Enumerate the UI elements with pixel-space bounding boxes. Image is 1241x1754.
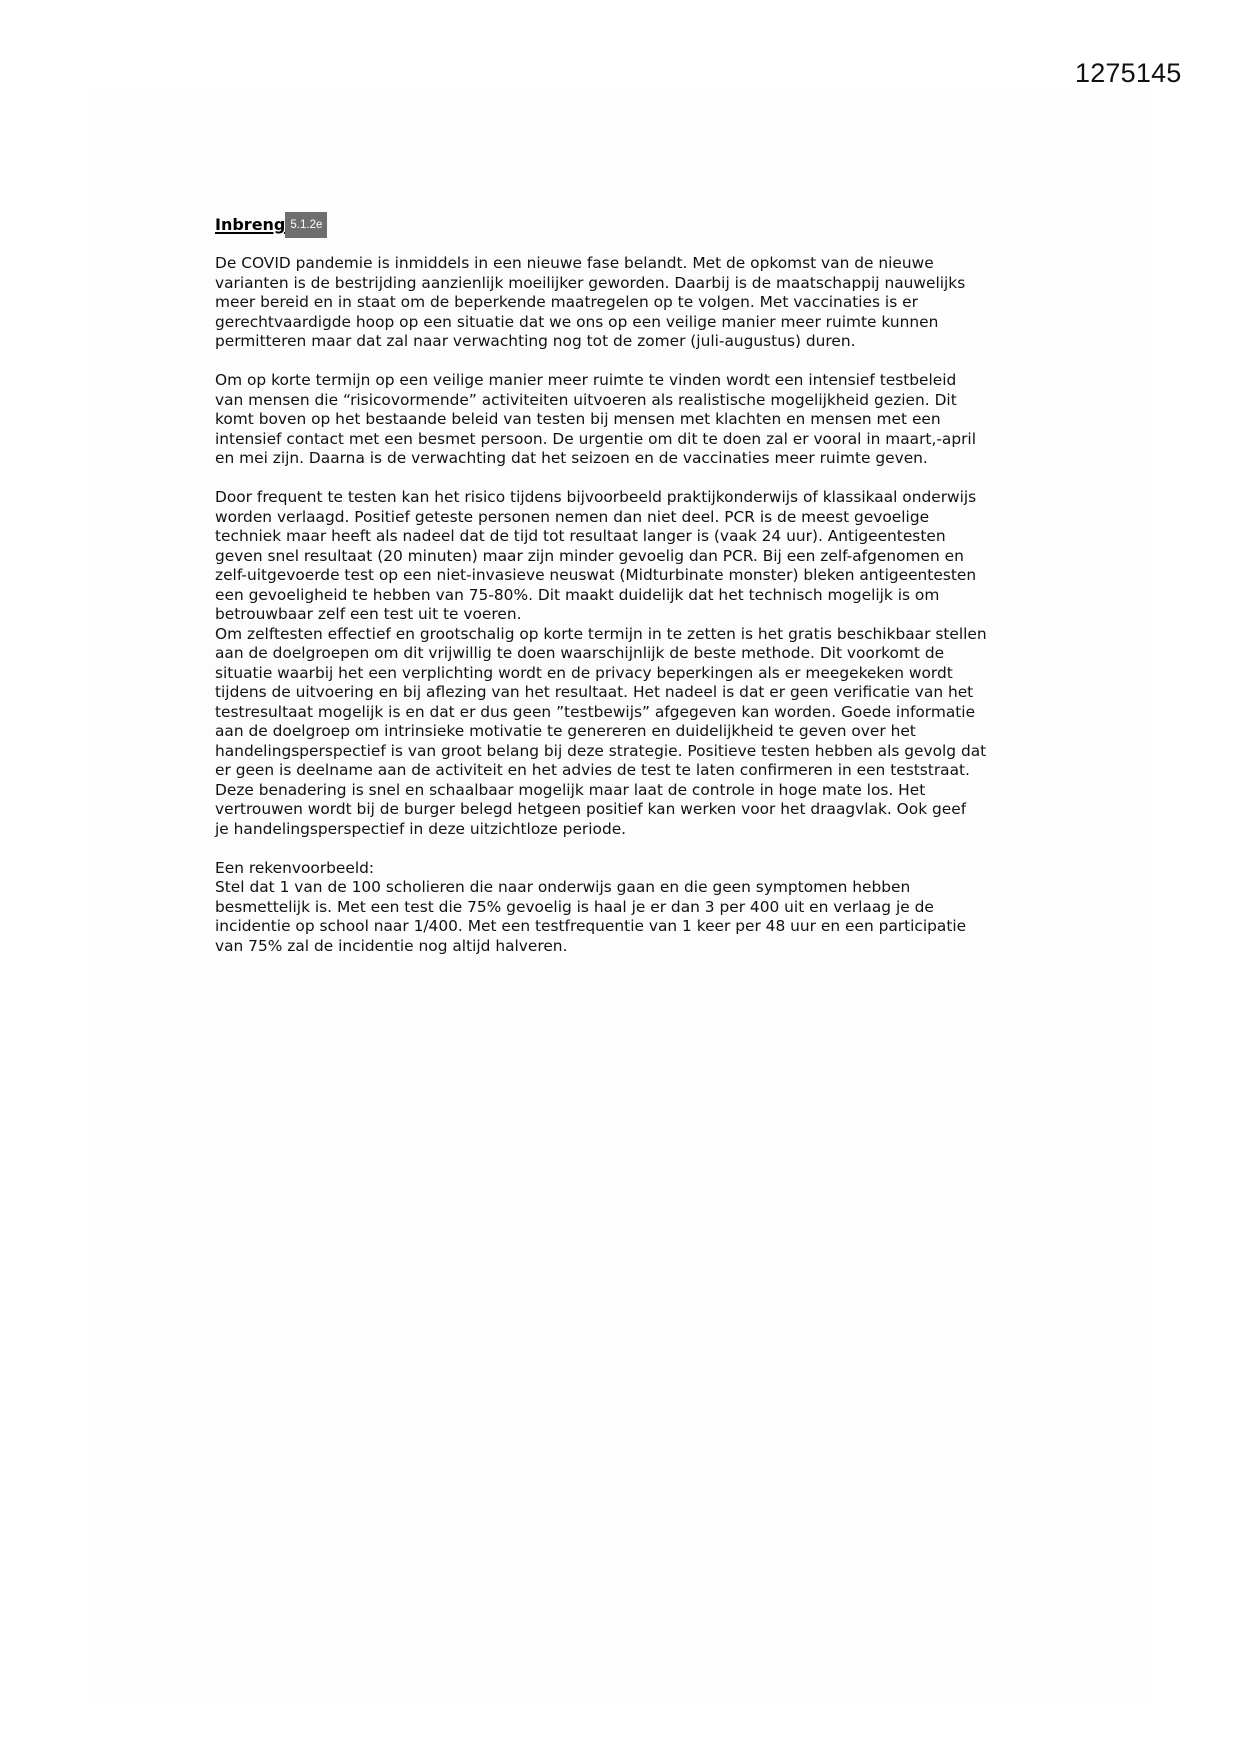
text-line: vertrouwen wordt bij de burger belegd hetgeen positief kan werken voor het draagvlak. Ook geef [215,800,967,818]
text-line: intensief contact met een besmet persoon. De urgentie om dit te doen zal er vooral in maart,-april [215,429,976,448]
text-line: gerechtvaardigde hoop op een situatie dat we ons op een veilige manier meer ruimte kunnen [215,312,939,331]
document-body [215,212,1055,976]
text-line: en mei zijn. Daarna is de verwachting dat het seizoen en de vaccinaties meer ruimte geven. [215,449,928,467]
text-line: een gevoeligheid te hebben van 75-80%. Dit maakt duidelijk dat het technisch mogelijk is om [215,585,940,604]
text-line: De COVID pandemie is inmiddels in een nieuwe fase belandt. Met de opkomst van de nieuwe [215,254,934,272]
text-line: Deze benadering is snel en schaalbaar mogelijk maar laat de controle in hoge mate los. Het [215,780,926,799]
redaction-tag: 5.1.2e [285,212,327,238]
text-line: Om zelftesten effectief en grootschalig op korte termijn in te zetten is het gratis beschikbaar stellen [215,624,987,643]
text-line: varianten is de bestrijding aanzienlijk moeilijker geworden. Daarbij is de maatschappij nauwelijks [215,273,966,292]
text-line: je handelingsperspectief in deze uitzichtloze periode. [215,819,627,838]
text-line: er geen is deelname aan de activiteit en het advies de test te laten confirmeren in een teststraat. [215,761,970,779]
text-line: tijdens de uitvoering en bij aflezing van het resultaat. Het nadeel is dat er geen verificatie van het [215,683,974,701]
text-line: Om op korte termijn op een veilige manier meer ruimte te vinden wordt een intensief testbeleid [215,371,957,389]
document-number: 1275145 [1075,58,1182,88]
paragraph-testbeleid [215,371,1055,469]
heading-row [215,212,1055,238]
text-line: aan de doelgroep om intrinsieke motivatie te genereren en duidelijkheid te geven over het [215,722,916,740]
text-line: komt boven op het bestaande beleid van testen bij mensen met klachten en mensen met een [215,410,941,428]
text-line: meer bereid en in staat om de beperkende maatregelen op te volgen. Met vaccinaties is er [215,293,918,311]
text-line: aan de doelgroepen om dit vrijwillig te doen waarschijnlijk de beste methode. Dit voorkomt de [215,644,945,662]
text-line: worden verlaagd. Positief geteste personen nemen dan niet deel. PCR is de meest gevoelige [215,507,930,526]
paragraph-intro [215,254,1055,352]
text-line: handelingsperspectief is van groot belang bij deze strategie. Positieve testen hebben als gevolg dat [215,741,987,760]
text-line: incidentie op school naar 1/400. Met een testfrequentie van 1 keer per 48 uur en een participatie [215,917,967,935]
text-line: geven snel resultaat (20 minuten) maar zijn minder gevoelig dan PCR. Bij een zelf-afgenomen en [215,546,964,565]
text-line: Een rekenvoorbeeld: [215,858,375,877]
text-line: Door frequent te testen kan het risico tijdens bijvoorbeeld praktijkonderwijs of klassikaal onderwijs [215,488,977,506]
text-line: zelf-uitgevoerde test op een niet-invasieve neuswat (Midturbinate monster) bleken antigeentesten [215,566,977,584]
paragraph-frequent-testen [215,488,1055,625]
section-heading: Inbreng [215,215,286,235]
paragraph-rekenvoorbeeld [215,859,1055,957]
text-line: van 75% zal de incidentie nog altijd halveren. [215,936,568,955]
text-line: betrouwbaar zelf een test uit te voeren. [215,605,522,623]
text-line: permitteren maar dat zal naar verwachting nog tot de zomer (juli-augustus) duren. [215,332,856,350]
text-line: situatie waarbij het een verplichting wordt en de privacy beperkingen als er meegekeken wordt [215,663,953,682]
text-line: testresultaat mogelijk is en dat er dus geen ”testbewijs” afgegeven kan worden. Goede informatie [215,702,976,721]
text-line: besmettelijk is. Met een test die 75% gevoelig is haal je er dan 3 per 400 uit en verlaag je de [215,897,934,916]
text-line: van mensen die “risicovormende” activiteiten uitvoeren als realistische mogelijkheid gezien. Dit [215,390,957,409]
text-line: Stel dat 1 van de 100 scholieren die naar onderwijs gaan en die geen symptomen hebben [215,878,911,896]
text-line: techniek maar heeft als nadeel dat de tijd tot resultaat langer is (vaak 24 uur). Antigeentesten [215,527,946,545]
paragraph-zelftesten [215,625,1055,840]
